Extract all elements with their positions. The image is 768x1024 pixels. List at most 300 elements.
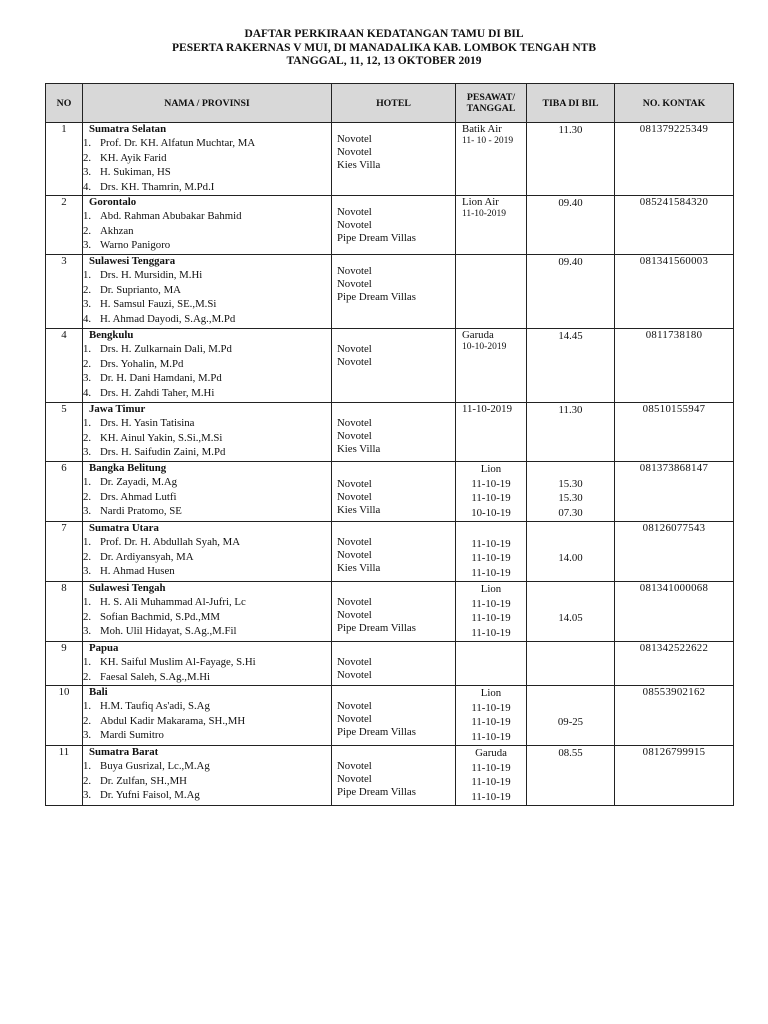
guest-name-item xyxy=(83,788,331,803)
guest-name-item xyxy=(83,268,331,283)
hotel-list xyxy=(332,522,455,575)
hotel-name: Novotel xyxy=(337,416,372,429)
name-province-cell xyxy=(83,581,332,641)
hotel-name: Novotel xyxy=(337,699,372,712)
arrival-time: 09-25 xyxy=(557,715,584,728)
guest-number: 2. xyxy=(83,774,92,787)
name-province-cell xyxy=(83,402,332,461)
arrival-list xyxy=(527,196,614,211)
guest-number: 1. xyxy=(83,209,92,222)
arrival-list xyxy=(527,462,614,521)
guest-number: 4. xyxy=(83,312,92,325)
col-header-hotel: HOTEL xyxy=(332,84,456,123)
airline-name: Garuda xyxy=(475,746,507,759)
title-line-3: TANGGAL, 11, 12, 13 OKTOBER 2019 xyxy=(286,55,482,67)
table-row xyxy=(46,195,734,254)
hotel-name: Novotel xyxy=(337,595,372,608)
guest-number: 3. xyxy=(83,625,92,638)
table-row xyxy=(46,123,734,196)
name-province-cell xyxy=(83,521,332,581)
guest-name-item xyxy=(83,624,331,639)
contact-number: 081379225349 xyxy=(615,123,734,196)
guest-name-item xyxy=(83,136,331,151)
col-header-pesawat xyxy=(456,84,527,123)
flight-date: 11-10-19 xyxy=(471,776,511,789)
flight-date: 11-10-19 xyxy=(471,492,511,505)
contact-number: 081341000068 xyxy=(615,581,734,641)
guest-name: Drs. Yohalin, M.Pd xyxy=(100,357,184,370)
guest-name: Akhzan xyxy=(100,224,134,237)
guest-name-list xyxy=(83,759,331,803)
hotel-list xyxy=(332,255,455,304)
table-row xyxy=(46,745,734,805)
contact-number: 081342522622 xyxy=(615,641,734,685)
arrival-list xyxy=(527,329,614,344)
arrival-list xyxy=(527,746,614,761)
table-header-row xyxy=(46,84,734,123)
guest-number: 3. xyxy=(83,166,92,179)
arrival-cell xyxy=(527,254,615,328)
hotel-list xyxy=(332,746,455,799)
arrival-time: 11.30 xyxy=(558,403,583,416)
flight-list xyxy=(456,686,526,745)
guest-number: 3. xyxy=(83,789,92,802)
guest-name-item xyxy=(83,655,331,670)
hotel-name: Novotel xyxy=(337,277,372,290)
province-name: Sumatra Utara xyxy=(89,521,159,534)
guest-name-item xyxy=(83,342,331,357)
arrival-cell xyxy=(527,328,615,402)
province-name: Bangka Belitung xyxy=(89,461,167,474)
arrival-time xyxy=(527,596,614,611)
guest-name-item xyxy=(83,371,331,386)
hotel-name: Pipe Dream Villas xyxy=(337,785,416,798)
arrival-time xyxy=(527,462,614,477)
guest-number: 1. xyxy=(83,475,92,488)
guest-name-item xyxy=(83,416,331,431)
guest-name-item xyxy=(83,165,331,180)
guest-name: Buya Gusrizal, Lc.,M.Ag xyxy=(100,759,210,772)
row-number: 8 xyxy=(46,581,83,641)
arrival-time: 15.30 xyxy=(558,492,583,505)
hotel-cell xyxy=(332,581,456,641)
guest-name-item xyxy=(83,610,331,625)
hotel-cell xyxy=(332,461,456,521)
arrival-time: 07.30 xyxy=(558,506,583,519)
guest-name-item xyxy=(83,357,331,372)
guest-number: 4. xyxy=(83,386,92,399)
guest-name-item xyxy=(83,386,331,401)
arrival-list xyxy=(527,403,614,418)
hotel-name: Novotel xyxy=(337,133,372,145)
province-name: Gorontalo xyxy=(89,195,137,208)
hotel-name: Novotel xyxy=(337,548,372,561)
arrival-cell xyxy=(527,461,615,521)
province-name: Sumatra Barat xyxy=(89,745,159,758)
guest-name-list xyxy=(83,535,331,579)
hotel-list xyxy=(332,582,455,635)
guest-number: 3. xyxy=(83,565,92,578)
row-number: 6 xyxy=(46,461,83,521)
flight-cell xyxy=(456,685,527,745)
flight-date: 11-10-19 xyxy=(471,566,511,579)
airline-name: Lion xyxy=(480,462,502,475)
arrival-list xyxy=(527,582,614,625)
flight-date: 11-10-19 xyxy=(471,626,511,639)
flight-date: 11-10-19 xyxy=(471,537,511,550)
hotel-name: Novotel xyxy=(337,490,372,503)
arrival-time: 14.00 xyxy=(558,551,583,564)
province-name: Sulawesi Tengah xyxy=(89,581,166,594)
guest-name-item xyxy=(83,550,331,565)
document-title xyxy=(0,28,768,69)
guest-name: Dr. Yufni Faisol, M.Ag xyxy=(100,789,200,802)
hotel-name: Pipe Dream Villas xyxy=(337,231,416,244)
contact-number: 081341560003 xyxy=(615,254,734,328)
guest-name-list xyxy=(83,699,331,743)
guest-name: Nardi Pratomo, SE xyxy=(100,505,182,518)
guest-name: Prof. Dr. H. Abdullah Syah, MA xyxy=(100,535,241,548)
arrival-time xyxy=(527,700,614,715)
province-name: Sumatra Selatan xyxy=(89,123,167,135)
guest-name: Drs. H. Yasin Tatisina xyxy=(100,416,195,429)
flight-date: 11-10-19 xyxy=(471,716,511,729)
hotel-name: Kies Villa xyxy=(337,159,381,171)
flight-list xyxy=(456,522,526,581)
guest-name: Abdul Kadir Makarama, SH.,MH xyxy=(100,714,246,727)
flight-list xyxy=(456,403,526,415)
guest-name-item xyxy=(83,209,331,224)
hotel-name: Novotel xyxy=(337,668,372,681)
guest-name: Drs. H. Zahdi Taher, M.Hi xyxy=(100,386,215,399)
guest-name: KH. Ainul Yakin, S.Si.,M.Si xyxy=(100,431,223,444)
table-row xyxy=(46,521,734,581)
airline-name: Lion Air xyxy=(462,195,499,208)
name-province-cell xyxy=(83,745,332,805)
arrival-time: 11.30 xyxy=(558,124,583,136)
hotel-name: Kies Villa xyxy=(337,561,381,574)
flight-cell xyxy=(456,123,527,196)
hotel-cell xyxy=(332,745,456,805)
guest-number: 2. xyxy=(83,283,92,296)
guest-number: 1. xyxy=(83,535,92,548)
arrival-cell xyxy=(527,195,615,254)
arrival-time: 09.40 xyxy=(558,255,583,268)
contact-number: 08510155947 xyxy=(615,402,734,461)
flight-date: 11-10-19 xyxy=(471,612,511,625)
table-row xyxy=(46,581,734,641)
guest-name: H.M. Taufiq As'adi, S.Ag xyxy=(100,699,210,712)
contact-number: 08126077543 xyxy=(615,521,734,581)
guest-name-list xyxy=(83,209,331,253)
hotel-name: Pipe Dream Villas xyxy=(337,725,416,738)
guest-name-item xyxy=(83,224,331,239)
flight-list xyxy=(456,123,526,147)
flight-cell xyxy=(456,641,527,685)
flight-date: 11-10-2019 xyxy=(462,208,506,219)
guest-number: 2. xyxy=(83,151,92,164)
flight-cell xyxy=(456,461,527,521)
arrival-list xyxy=(527,123,614,138)
hotel-cell xyxy=(332,402,456,461)
flight-date: 11-10-19 xyxy=(471,730,511,743)
guest-number: 3. xyxy=(83,372,92,385)
guest-name-item xyxy=(83,312,331,327)
guest-name: Dr. Ardiyansyah, MA xyxy=(100,550,194,563)
guest-name-item xyxy=(83,297,331,312)
guest-name-item xyxy=(83,445,331,460)
table-row xyxy=(46,641,734,685)
hotel-list xyxy=(332,196,455,245)
guest-name-item xyxy=(83,564,331,579)
hotel-name: Novotel xyxy=(337,218,372,231)
guest-name-item xyxy=(83,699,331,714)
guest-name: Drs. H. Zulkarnain Dali, M.Pd xyxy=(100,342,232,355)
hotel-cell xyxy=(332,641,456,685)
hotel-list xyxy=(332,642,455,682)
guest-name-item xyxy=(83,714,331,729)
hotel-name: Novotel xyxy=(337,712,372,725)
name-province-cell xyxy=(83,461,332,521)
guest-name-list xyxy=(83,342,331,401)
contact-number: 085241584320 xyxy=(615,195,734,254)
hotel-name: Novotel xyxy=(337,608,372,621)
flight-date: 10-10-19 xyxy=(471,506,511,519)
flight-list xyxy=(456,329,526,353)
guest-name-item xyxy=(83,475,331,490)
guest-name: Moh. Ulil Hidayat, S.Ag.,M.Fil xyxy=(100,625,237,638)
guest-number: 2. xyxy=(83,224,92,237)
guest-name-item xyxy=(83,180,331,195)
guest-number: 3. xyxy=(83,505,92,518)
hotel-cell xyxy=(332,123,456,196)
guest-number: 1. xyxy=(83,699,92,712)
guest-number: 3. xyxy=(83,239,92,252)
guest-number: 4. xyxy=(83,181,92,194)
guest-name: Drs. Ahmad Lutfi xyxy=(100,490,177,503)
guest-number: 2. xyxy=(83,550,92,563)
guest-name: Drs. H. Saifudin Zaini, M.Pd xyxy=(100,446,226,459)
arrival-cell xyxy=(527,641,615,685)
hotel-name: Novotel xyxy=(337,146,372,158)
arrival-cell xyxy=(527,581,615,641)
flight-list xyxy=(456,746,526,805)
flight-cell xyxy=(456,254,527,328)
row-number: 2 xyxy=(46,195,83,254)
province-name: Sulawesi Tenggara xyxy=(89,254,176,267)
table-row xyxy=(46,328,734,402)
guest-name-item xyxy=(83,283,331,298)
guest-name: Drs. KH. Thamrin, M.Pd.I xyxy=(100,181,215,194)
hotel-name: Novotel xyxy=(337,655,372,668)
airline-name: Garuda xyxy=(462,328,494,341)
guest-number: 1. xyxy=(83,655,92,668)
hotel-name: Novotel xyxy=(337,205,372,218)
guest-name-item xyxy=(83,774,331,789)
arrival-cell xyxy=(527,745,615,805)
guest-number: 1. xyxy=(83,137,92,149)
col-header-pesawat-line1: PESAWAT/ xyxy=(466,92,516,103)
title-line-1: DAFTAR PERKIRAAN KEDATANGAN TAMU DI BIL xyxy=(244,28,524,40)
flight-date: 10-10-2019 xyxy=(462,341,507,352)
hotel-cell xyxy=(332,195,456,254)
hotel-name: Novotel xyxy=(337,342,372,355)
guest-name-item xyxy=(83,490,331,505)
flight-cell xyxy=(456,328,527,402)
guest-name: Dr. Zulfan, SH.,MH xyxy=(100,774,187,787)
arrival-time: 09.40 xyxy=(558,196,583,209)
guest-name-list xyxy=(83,655,331,684)
hotel-name: Kies Villa xyxy=(337,503,381,516)
flight-date: 11-10-19 xyxy=(471,761,511,774)
flight-date: 11-10-19 xyxy=(471,597,511,610)
hotel-name: Novotel xyxy=(337,429,372,442)
guest-name-list xyxy=(83,268,331,327)
guest-number: 1. xyxy=(83,268,92,281)
guest-number: 3. xyxy=(83,729,92,742)
col-header-kontak: NO. KONTAK xyxy=(615,84,734,123)
guest-name: Dr. Zayadi, M.Ag xyxy=(100,475,178,488)
row-number: 9 xyxy=(46,641,83,685)
flight-list xyxy=(456,462,526,521)
flight-cell xyxy=(456,745,527,805)
province-name: Papua xyxy=(89,641,119,654)
col-header-tiba: TIBA DI BIL xyxy=(527,84,615,123)
name-province-cell xyxy=(83,254,332,328)
arrival-list xyxy=(527,522,614,565)
hotel-name: Novotel xyxy=(337,264,372,277)
row-number: 4 xyxy=(46,328,83,402)
row-number: 7 xyxy=(46,521,83,581)
guest-name: Mardi Sumitro xyxy=(100,729,164,742)
arrival-time: 15.30 xyxy=(558,477,583,490)
guest-name: H. Samsul Fauzi, SE.,M.Si xyxy=(100,298,217,311)
guest-number: 2. xyxy=(83,714,92,727)
hotel-cell xyxy=(332,254,456,328)
guest-name: Dr. Suprianto, MA xyxy=(100,283,181,296)
guest-name-item xyxy=(83,759,331,774)
arrival-list xyxy=(527,255,614,270)
guest-number: 1. xyxy=(83,342,92,355)
guest-number: 2. xyxy=(83,490,92,503)
hotel-list xyxy=(332,462,455,517)
name-province-cell xyxy=(83,685,332,745)
guest-number: 2. xyxy=(83,357,92,370)
guest-name: Abd. Rahman Abubakar Bahmid xyxy=(100,209,242,222)
hotel-cell xyxy=(332,685,456,745)
title-line-2: PESERTA RAKERNAS V MUI, DI MANADALIKA KAB. LOMBOK TENGAH NTB xyxy=(172,41,596,54)
flight-date: 11-10-19 xyxy=(471,701,511,714)
flight-date: 11-10-19 xyxy=(471,477,511,490)
guest-number: 2. xyxy=(83,431,92,444)
arrival-time xyxy=(527,536,614,551)
arrival-time: 08.55 xyxy=(558,746,583,759)
row-number: 1 xyxy=(46,123,83,196)
arrival-cell xyxy=(527,402,615,461)
flight-cell xyxy=(456,581,527,641)
col-header-pesawat-line2: TANGGAL xyxy=(466,103,516,114)
table-row xyxy=(46,402,734,461)
row-number: 10 xyxy=(46,685,83,745)
guest-number: 3. xyxy=(83,298,92,311)
guest-name: Sofian Bachmid, S.Pd.,MM xyxy=(100,610,220,623)
guest-name: H. S. Ali Muhammad Al-Jufri, Lc xyxy=(100,595,246,608)
guest-name-item xyxy=(83,238,331,253)
flight-date: 11- 10 - 2019 xyxy=(462,136,514,146)
flight-date: 11-10-19 xyxy=(471,552,511,565)
flight-cell xyxy=(456,195,527,254)
arrival-time: 14.45 xyxy=(558,329,583,342)
airline-name: Batik Air xyxy=(462,123,502,135)
hotel-list xyxy=(332,403,455,456)
guest-name-list xyxy=(83,416,331,460)
hotel-cell xyxy=(332,521,456,581)
hotel-list xyxy=(332,686,455,739)
arrival-cell xyxy=(527,521,615,581)
name-province-cell xyxy=(83,328,332,402)
guest-name: Faesal Saleh, S.Ag.,M.Hi xyxy=(100,670,211,683)
contact-number: 08553902162 xyxy=(615,685,734,745)
contact-number: 08126799915 xyxy=(615,745,734,805)
guest-name-item xyxy=(83,670,331,685)
col-header-nama: NAMA / PROVINSI xyxy=(83,84,332,123)
guest-name: Warno Panigoro xyxy=(100,239,171,252)
guest-name: Drs. H. Mursidin, M.Hi xyxy=(100,268,203,281)
flight-date: 11-10-2019 xyxy=(462,402,512,415)
airline-name: Lion xyxy=(480,686,502,699)
flight-date xyxy=(456,522,526,537)
hotel-list xyxy=(332,329,455,369)
hotel-name: Novotel xyxy=(337,759,372,772)
guest-name-list xyxy=(83,595,331,639)
airline-name: Lion xyxy=(480,582,502,595)
hotel-list xyxy=(332,123,455,172)
row-number: 5 xyxy=(46,402,83,461)
hotel-name: Novotel xyxy=(337,355,372,368)
guest-arrival-table xyxy=(45,83,734,806)
contact-number: 0811738180 xyxy=(615,328,734,402)
hotel-name: Novotel xyxy=(337,477,372,490)
guest-name: KH. Ayik Farid xyxy=(100,151,167,164)
row-number: 11 xyxy=(46,745,83,805)
row-number: 3 xyxy=(46,254,83,328)
flight-date: 11-10-19 xyxy=(471,790,511,803)
guest-name-item xyxy=(83,431,331,446)
arrival-list xyxy=(527,686,614,729)
table-row xyxy=(46,254,734,328)
guest-name-list xyxy=(83,475,331,519)
guest-name: H. Sukiman, HS xyxy=(100,166,171,179)
hotel-name: Pipe Dream Villas xyxy=(337,621,416,634)
guest-name-list xyxy=(83,136,331,195)
guest-number: 1. xyxy=(83,595,92,608)
guest-name: Prof. Dr. KH. Alfatun Muchtar, MA xyxy=(100,137,256,149)
name-province-cell xyxy=(83,123,332,196)
hotel-cell xyxy=(332,328,456,402)
hotel-name: Kies Villa xyxy=(337,442,381,455)
guest-number: 3. xyxy=(83,446,92,459)
hotel-name: Novotel xyxy=(337,535,372,548)
name-province-cell xyxy=(83,641,332,685)
guest-name-item xyxy=(83,595,331,610)
guest-name-item xyxy=(83,535,331,550)
province-name: Bali xyxy=(89,685,108,698)
guest-name-item xyxy=(83,728,331,743)
guest-name: H. Ahmad Dayodi, S.Ag.,M.Pd xyxy=(100,312,236,325)
flight-cell xyxy=(456,521,527,581)
flight-cell xyxy=(456,402,527,461)
col-header-no: NO xyxy=(46,84,83,123)
